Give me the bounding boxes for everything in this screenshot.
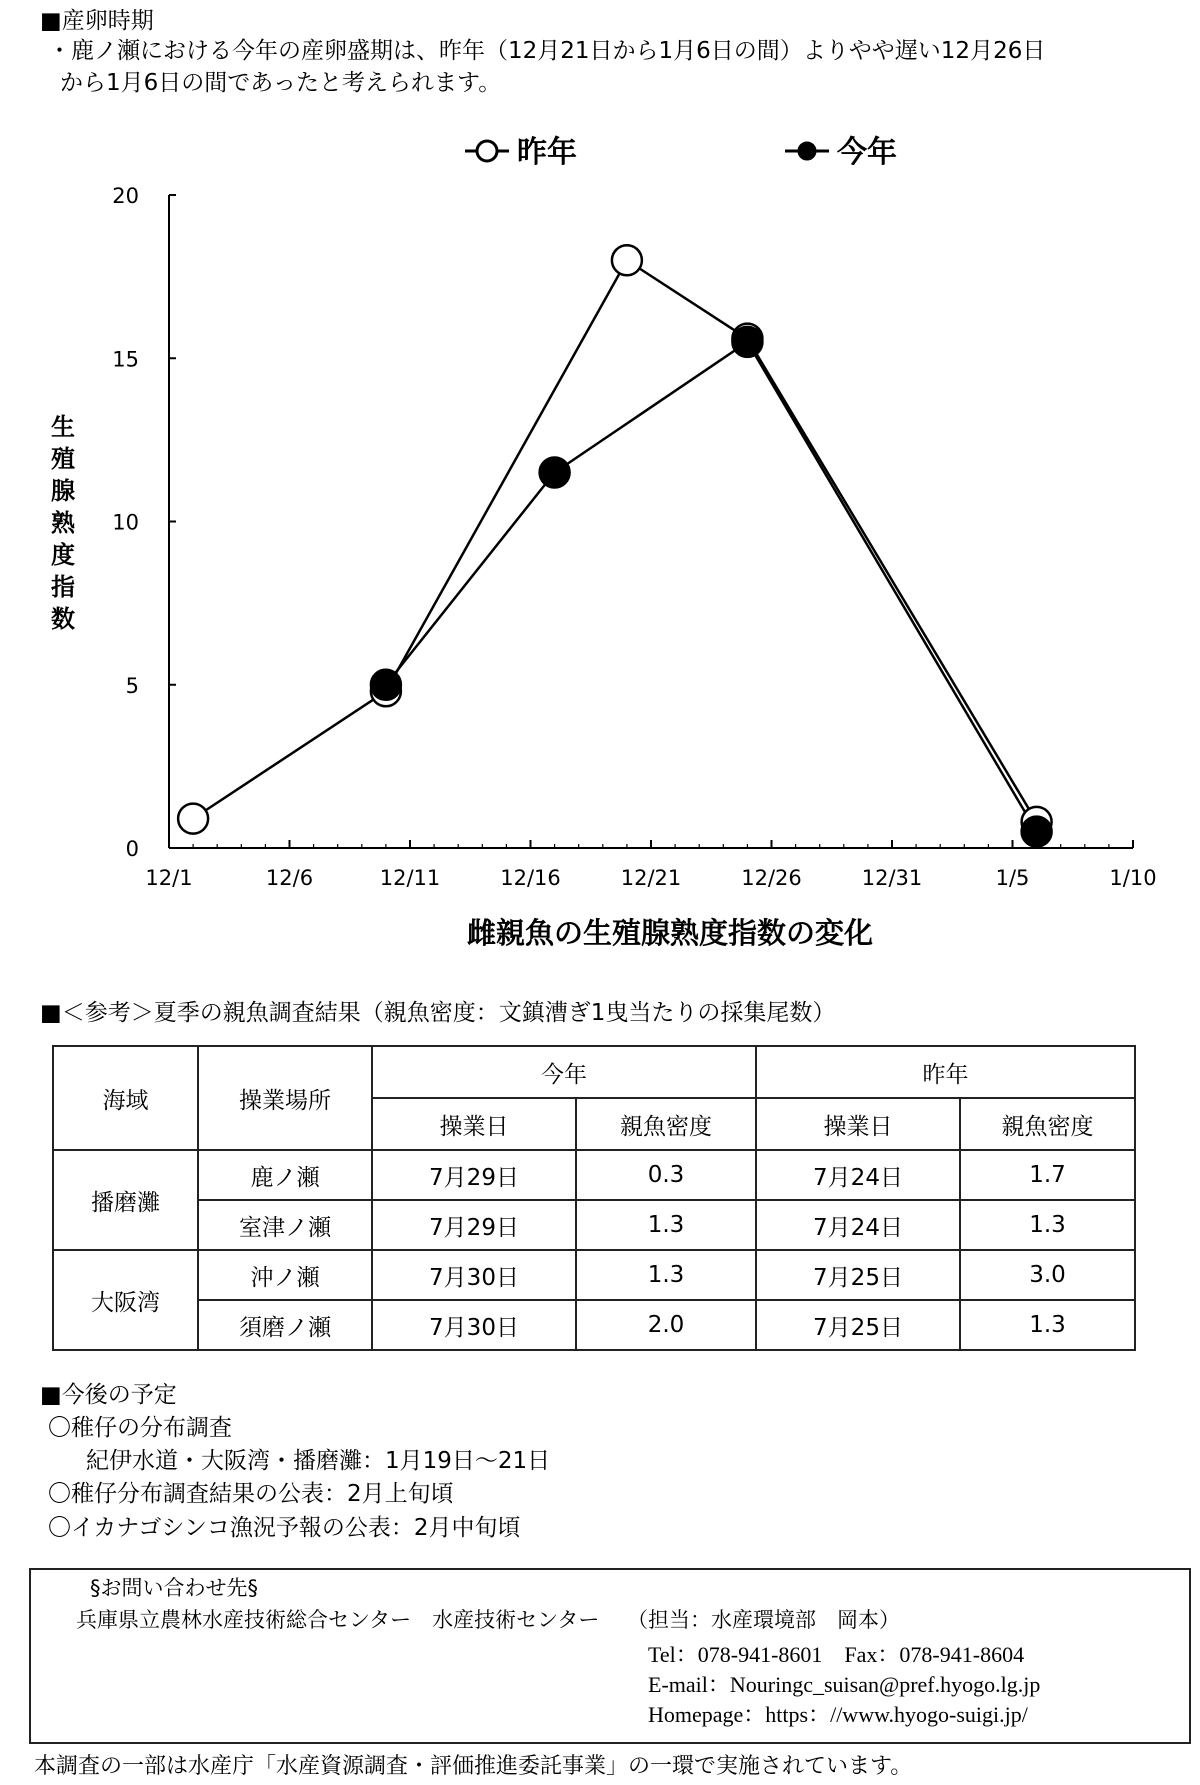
header-location: 操業場所 (198, 1046, 372, 1150)
y-tick-label: 20 (112, 184, 139, 208)
schedule-item-1: 〇稚仔の分布調査 (48, 1415, 232, 1441)
y-axis-label-char: 数 (51, 605, 75, 633)
date-last-cell: 7月24日 (756, 1200, 960, 1250)
legend-label: 昨年 (517, 135, 577, 170)
x-tick-label: 12/16 (500, 866, 561, 890)
header-date-last: 操業日 (756, 1098, 960, 1150)
location-cell: 鹿ノ瀬 (198, 1150, 372, 1200)
x-tick-label: 12/6 (265, 866, 314, 890)
y-tick-label: 15 (112, 347, 139, 372)
date-this-cell: 7月29日 (372, 1150, 576, 1200)
data-point-今年 (540, 458, 570, 488)
y-axis-label-char: 殖 (51, 445, 75, 473)
footer-note: 本調査の一部は水産庁「水産資源調査・評価推進委託事業」の一環で実施されています。 (34, 1754, 913, 1779)
y-axis-label-char: 生 (51, 413, 75, 441)
data-point-今年 (1022, 817, 1052, 847)
header-this-year: 今年 (372, 1046, 756, 1098)
series-line-今年 (386, 342, 1037, 832)
spawning-text-line1: ・鹿ノ瀬における今年の産卵盛期は、昨年（12月21日から1月6日の間）よりやや遅い12月26日 (48, 38, 1046, 64)
schedule-item-3: 〇イカナゴシンコ漁況予報の公表：2月中旬頃 (48, 1515, 521, 1541)
y-axis-label-char: 指 (51, 573, 75, 601)
header-density-this: 親魚密度 (576, 1098, 756, 1150)
location-cell: 沖ノ瀬 (198, 1250, 372, 1300)
spawning-text-line2: から1月6日の間であったと考えられます。 (60, 70, 502, 96)
density-this-cell: 0.3 (576, 1150, 756, 1200)
chart-title: 雌親魚の生殖腺熟度指数の変化 (466, 916, 874, 950)
data-point-昨年 (178, 804, 208, 834)
x-tick-label: 12/21 (620, 866, 682, 890)
x-tick-label: 12/1 (145, 866, 193, 890)
contact-organization: 兵庫県立農林水産技術総合センター 水産技術センター （担当：水産環境部 岡本） (76, 1608, 900, 1632)
x-tick-label: 12/31 (861, 866, 923, 890)
spawning-heading: ■産卵時期 (40, 8, 154, 34)
contact-tel-fax: Tel：078-941-8601 Fax：078-941-8604 (648, 1642, 1025, 1667)
header-density-last: 親魚密度 (960, 1098, 1135, 1150)
date-this-cell: 7月29日 (372, 1200, 576, 1250)
legend-marker (477, 141, 497, 161)
region-cell: 播磨灘 (53, 1150, 198, 1250)
y-axis-label-char: 熟 (51, 509, 75, 537)
table-row (53, 1300, 1135, 1350)
date-last-cell: 7月24日 (756, 1150, 960, 1200)
x-tick-label: 12/26 (741, 866, 802, 890)
density-this-cell: 1.3 (576, 1250, 756, 1300)
x-tick-label: 1/10 (1109, 866, 1157, 890)
contact-title: §お問い合わせ先§ (90, 1576, 258, 1600)
density-last-cell: 1.3 (960, 1300, 1135, 1350)
date-this-cell: 7月30日 (372, 1300, 576, 1350)
y-axis-label-char: 度 (51, 541, 75, 569)
data-point-今年 (371, 670, 401, 700)
y-tick-label: 0 (125, 837, 139, 861)
x-tick-label: 12/11 (379, 866, 441, 890)
location-cell: 須磨ノ瀬 (198, 1300, 372, 1350)
schedule-item-1-detail: 紀伊水道・大阪湾・播磨灘：1月19日～21日 (86, 1448, 551, 1474)
header-date-this: 操業日 (372, 1098, 576, 1150)
table-row (53, 1150, 1135, 1200)
data-point-今年 (732, 327, 762, 357)
density-this-cell: 1.3 (576, 1200, 756, 1250)
y-tick-label: 5 (125, 673, 139, 698)
table-row (53, 1250, 1135, 1300)
date-last-cell: 7月25日 (756, 1300, 960, 1350)
gonad-index-chart (0, 120, 1200, 970)
date-last-cell: 7月25日 (756, 1250, 960, 1300)
schedule-item-2: 〇稚仔分布調査結果の公表：2月上旬頃 (48, 1481, 454, 1507)
reference-heading: ■＜参考＞夏季の親魚調査結果（親魚密度：文鎮漕ぎ1曳当たりの採集尾数） (40, 1000, 836, 1026)
density-last-cell: 1.3 (960, 1200, 1135, 1250)
header-area: 海域 (53, 1046, 198, 1150)
header-last-year: 昨年 (756, 1046, 1135, 1098)
contact-homepage-link[interactable]: Homepage：https：//www.hyogo-suigi.jp/ (648, 1702, 1028, 1727)
contact-email[interactable]: E-mail：Nouringc_suisan@pref.hyogo.lg.jp (648, 1672, 1041, 1697)
density-last-cell: 3.0 (960, 1250, 1135, 1300)
series-line-昨年 (193, 260, 1037, 822)
legend-label: 今年 (837, 135, 897, 170)
y-axis-label-char: 腺 (51, 477, 75, 505)
region-cell: 大阪湾 (53, 1250, 198, 1350)
legend-marker (799, 143, 815, 159)
table-row (53, 1200, 1135, 1250)
density-this-cell: 2.0 (576, 1300, 756, 1350)
density-last-cell: 1.7 (960, 1150, 1135, 1200)
schedule-heading: ■今後の予定 (40, 1382, 177, 1408)
survey-table (52, 1045, 1136, 1351)
location-cell: 室津ノ瀬 (198, 1200, 372, 1250)
data-point-昨年 (612, 245, 642, 275)
x-tick-label: 1/5 (995, 866, 1030, 890)
y-tick-label: 10 (112, 510, 139, 535)
date-this-cell: 7月30日 (372, 1250, 576, 1300)
